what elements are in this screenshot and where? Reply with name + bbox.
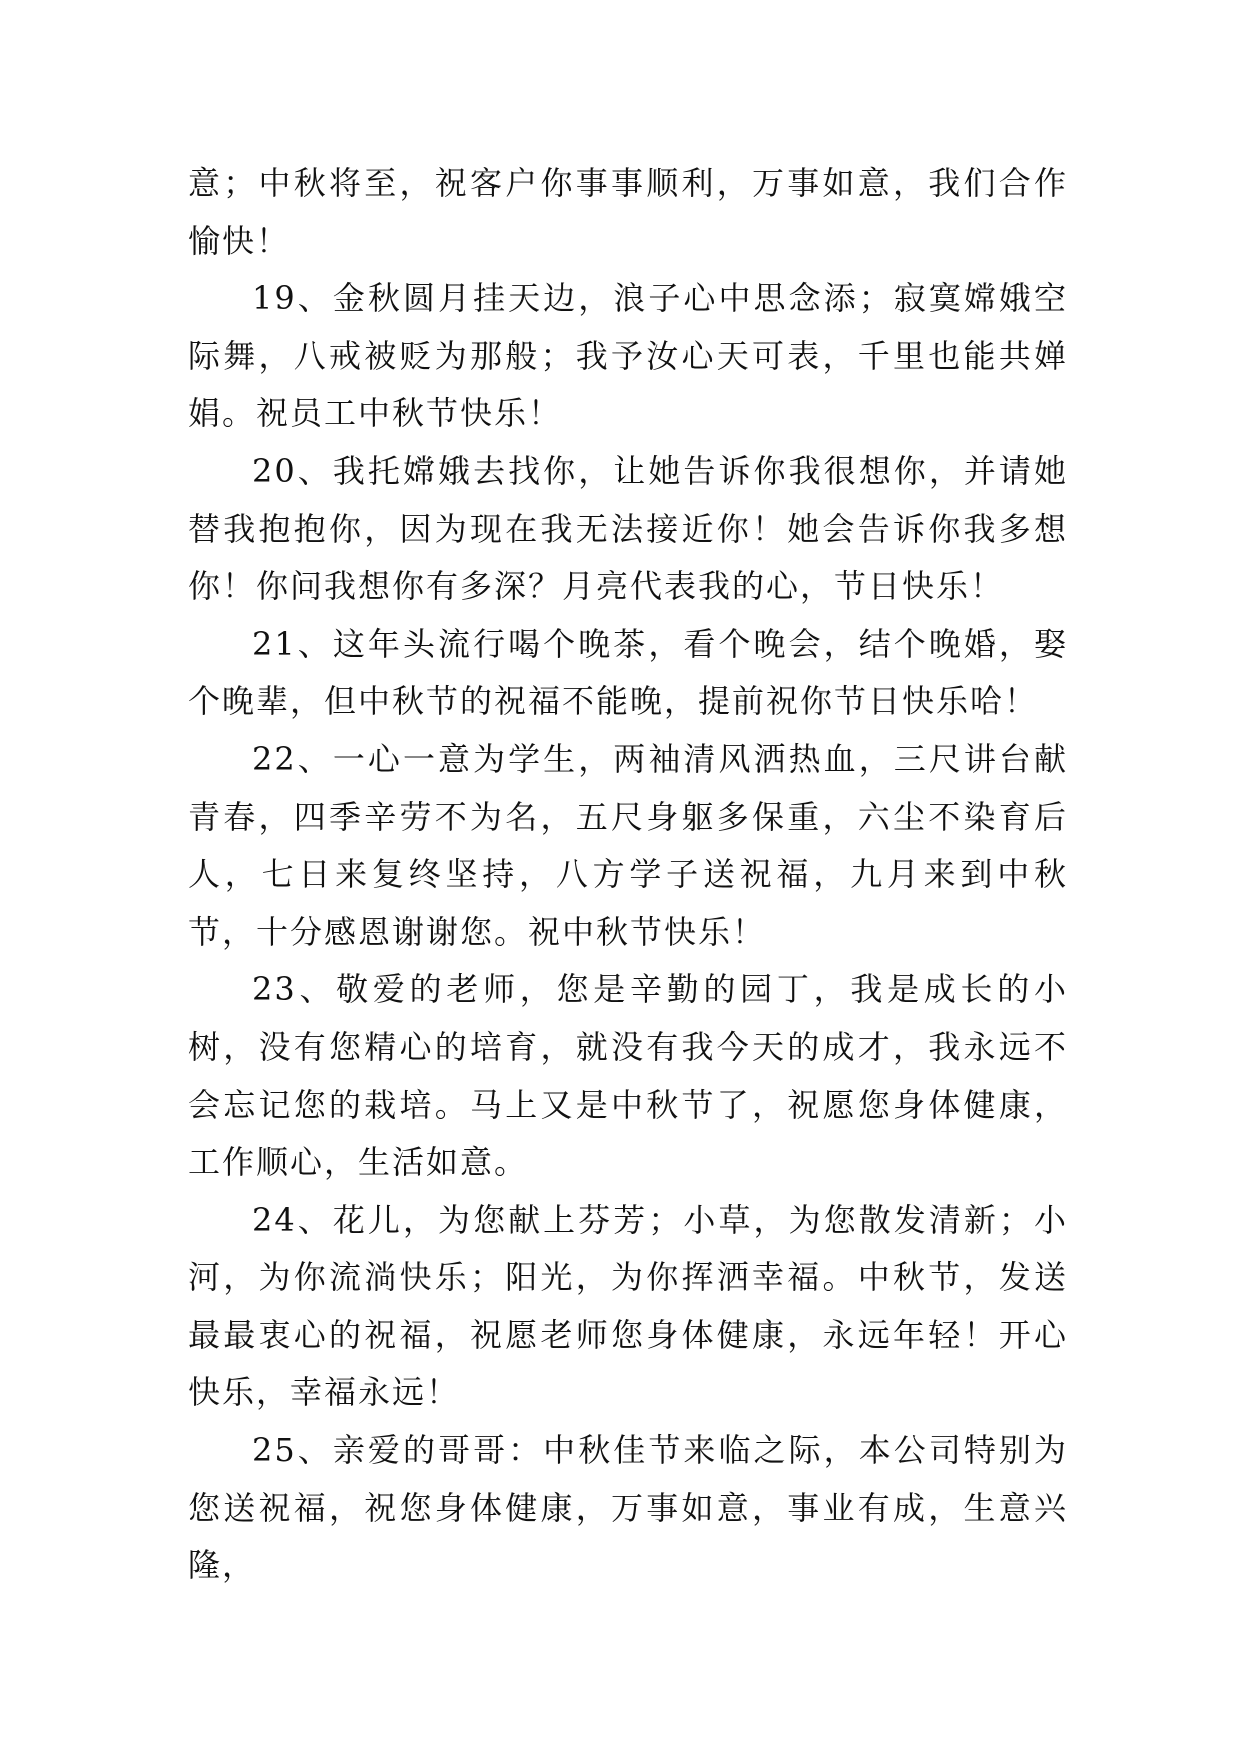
paragraph-24: 24、花儿，为您献上芬芳；小草，为您散发清新；小河，为你流淌快乐；阳光，为你挥洒幸福。中秋节，发送最最衷心的祝福，祝愿老师您身体健康，永远年轻！开心快乐，幸福永远！: [188, 1200, 1068, 1412]
paragraph-19: 19、金秋圆月挂天边，浪子心中思念添；寂寞嫦娥空际舞，八戒被贬为那般；我予汝心天可表，千里也能共婵娟。祝员工中秋节快乐！: [188, 279, 1068, 433]
paragraph-20: 20、我托嫦娥去找你，让她告诉你我很想你，并请她替我抱抱你，因为现在我无法接近你！她会告诉你我多想你！你问我想你有多深？月亮代表我的心，节日快乐！: [188, 451, 1068, 606]
paragraph-25: 25、亲爱的哥哥：中秋佳节来临之际，本公司特别为您送祝福，祝您身体健康，万事如意，事业有成，生意兴隆，: [188, 1431, 1068, 1585]
paragraph-22: 22、一心一意为学生，两袖清风洒热血，三尺讲台献青春，四季辛劳不为名，五尺身躯多保重，六尘不染育后人，七日来复终坚持，八方学子送祝福，九月来到中秋节，十分感恩谢谢您。祝中秋节快乐！: [188, 739, 1068, 951]
paragraph-continued: 意；中秋将至，祝客户你事事顺利，万事如意，我们合作愉快！: [188, 164, 1068, 260]
paragraph-21: 21、这年头流行喝个晚茶，看个晚会，结个晚婚，娶个晚辈，但中秋节的祝福不能晚，提前祝你节日快乐哈！: [188, 624, 1068, 721]
document-page: [188, 155, 1068, 1595]
paragraph-23: 23、敬爱的老师，您是辛勤的园丁，我是成长的小树，没有您精心的培育，就没有我今天的成才，我永远不会忘记您的栽培。马上又是中秋节了，祝愿您身体健康，工作顺心，生活如意。: [188, 970, 1068, 1182]
